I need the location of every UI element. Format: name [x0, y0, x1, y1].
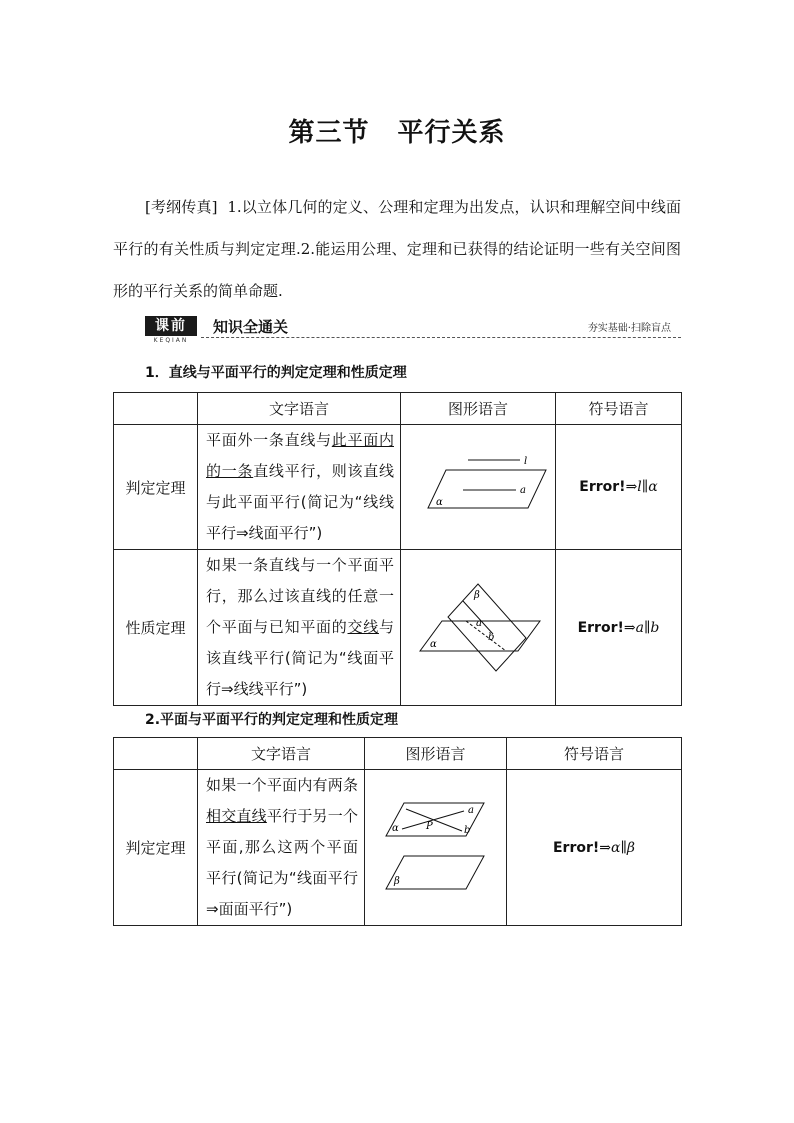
header-figure-language: 图形语言 — [401, 393, 556, 425]
row-symbol — [556, 550, 682, 706]
label-b: b — [488, 631, 495, 643]
row-label: 性质定理 — [114, 550, 198, 706]
label-a: a — [520, 485, 526, 496]
text-part: 如果一条直线与一个平面平行，那么过该直线的任意一个平面与已知平面的 — [206, 556, 394, 636]
underlined-text: 此平面内的一条 — [206, 431, 394, 480]
title-topic: 平行关系 — [397, 118, 506, 148]
row-symbol — [507, 770, 682, 926]
section1-heading: 1．直线与平面平行的判定定理和性质定理 — [145, 365, 407, 381]
section-banner — [145, 316, 681, 344]
intro-tag: [考纲传真] — [145, 198, 218, 216]
intro-text: 1.以立体几何的定义、公理和定理为出发点，认识和理解空间中线面平行的有关性质与判定定理.2.能运用公理、定理和已获得的结论证明一些有关空间图形的平行关系的简单命题. — [113, 198, 681, 300]
symbol-expression: ⇒α∥β — [599, 839, 636, 856]
label-alpha: α — [430, 638, 437, 650]
row-text — [198, 550, 401, 706]
underlined-text: 交线 — [347, 618, 379, 636]
header-symbol-language: 符号语言 — [507, 738, 682, 770]
symbol-expression: ⇒l∥α — [625, 479, 658, 495]
text-part: 与该直线平行(简记为“线面平行⇒线线平行”) — [206, 618, 394, 698]
banner-title: 知识全通关 — [213, 318, 289, 336]
plane-plane-table — [113, 737, 682, 926]
label-alpha: α — [436, 497, 443, 508]
text-part: 平面外一条直线与 — [206, 431, 332, 449]
row-figure — [401, 425, 556, 550]
title-section-number: 第三节 — [288, 118, 370, 148]
symbol-error: Error! — [552, 839, 600, 856]
line-plane-table — [113, 392, 682, 706]
label-a: a — [467, 804, 474, 816]
row-text — [198, 770, 365, 926]
table-header-row — [114, 738, 682, 770]
header-symbol-language: 符号语言 — [556, 393, 682, 425]
table-row — [114, 770, 682, 926]
plane-alpha — [428, 470, 546, 508]
label-beta: β — [393, 875, 400, 887]
line-plane-parallel-figure — [408, 450, 548, 520]
section2-heading: 2.平面与平面平行的判定定理和性质定理 — [145, 712, 399, 728]
label-a: a — [476, 617, 482, 629]
row-text — [198, 425, 401, 550]
plane-plane-parallel-figure — [376, 791, 496, 901]
intro-paragraph — [113, 186, 681, 312]
table-row — [114, 425, 682, 550]
header-empty — [114, 738, 198, 770]
header-text-language: 文字语言 — [198, 738, 365, 770]
table-header-row — [114, 393, 682, 425]
row-symbol — [556, 425, 682, 550]
row-figure — [365, 770, 507, 926]
header-figure-language: 图形语言 — [365, 738, 507, 770]
plane-beta — [386, 856, 484, 889]
line-plane-property-figure — [408, 576, 548, 676]
page-title — [0, 112, 794, 149]
header-empty — [114, 393, 198, 425]
label-alpha: α — [391, 822, 399, 834]
line-b — [466, 621, 506, 651]
row-label: 判定定理 — [114, 770, 198, 926]
banner-badge-sub: KEQIAN — [153, 337, 189, 344]
label-b: b — [463, 824, 470, 836]
label-P: P — [425, 820, 433, 832]
text-part: 平行于另一个平面,那么这两个平面平行(简记为“线面平行⇒面面平行”) — [206, 807, 358, 918]
underlined-text: 相交直线 — [206, 807, 267, 825]
banner-divider — [201, 337, 681, 338]
line-b — [406, 809, 462, 831]
label-l: l — [524, 456, 528, 467]
banner-subtitle: 夯实基础·扫除盲点 — [587, 323, 671, 334]
text-part: 如果一个平面内有两条 — [206, 776, 358, 794]
row-figure — [401, 550, 556, 706]
row-label: 判定定理 — [114, 425, 198, 550]
label-beta: β — [474, 589, 480, 601]
symbol-error: Error! — [577, 619, 624, 636]
banner-badge: 课前 — [145, 316, 197, 336]
symbol-expression: ⇒a∥b — [623, 619, 660, 636]
symbol-error: Error! — [579, 479, 626, 495]
text-part: 直线平行，则该直线与此平面平行(简记为“线线平行⇒线面平行”) — [206, 462, 394, 542]
header-text-language: 文字语言 — [198, 393, 401, 425]
table-row — [114, 550, 682, 706]
